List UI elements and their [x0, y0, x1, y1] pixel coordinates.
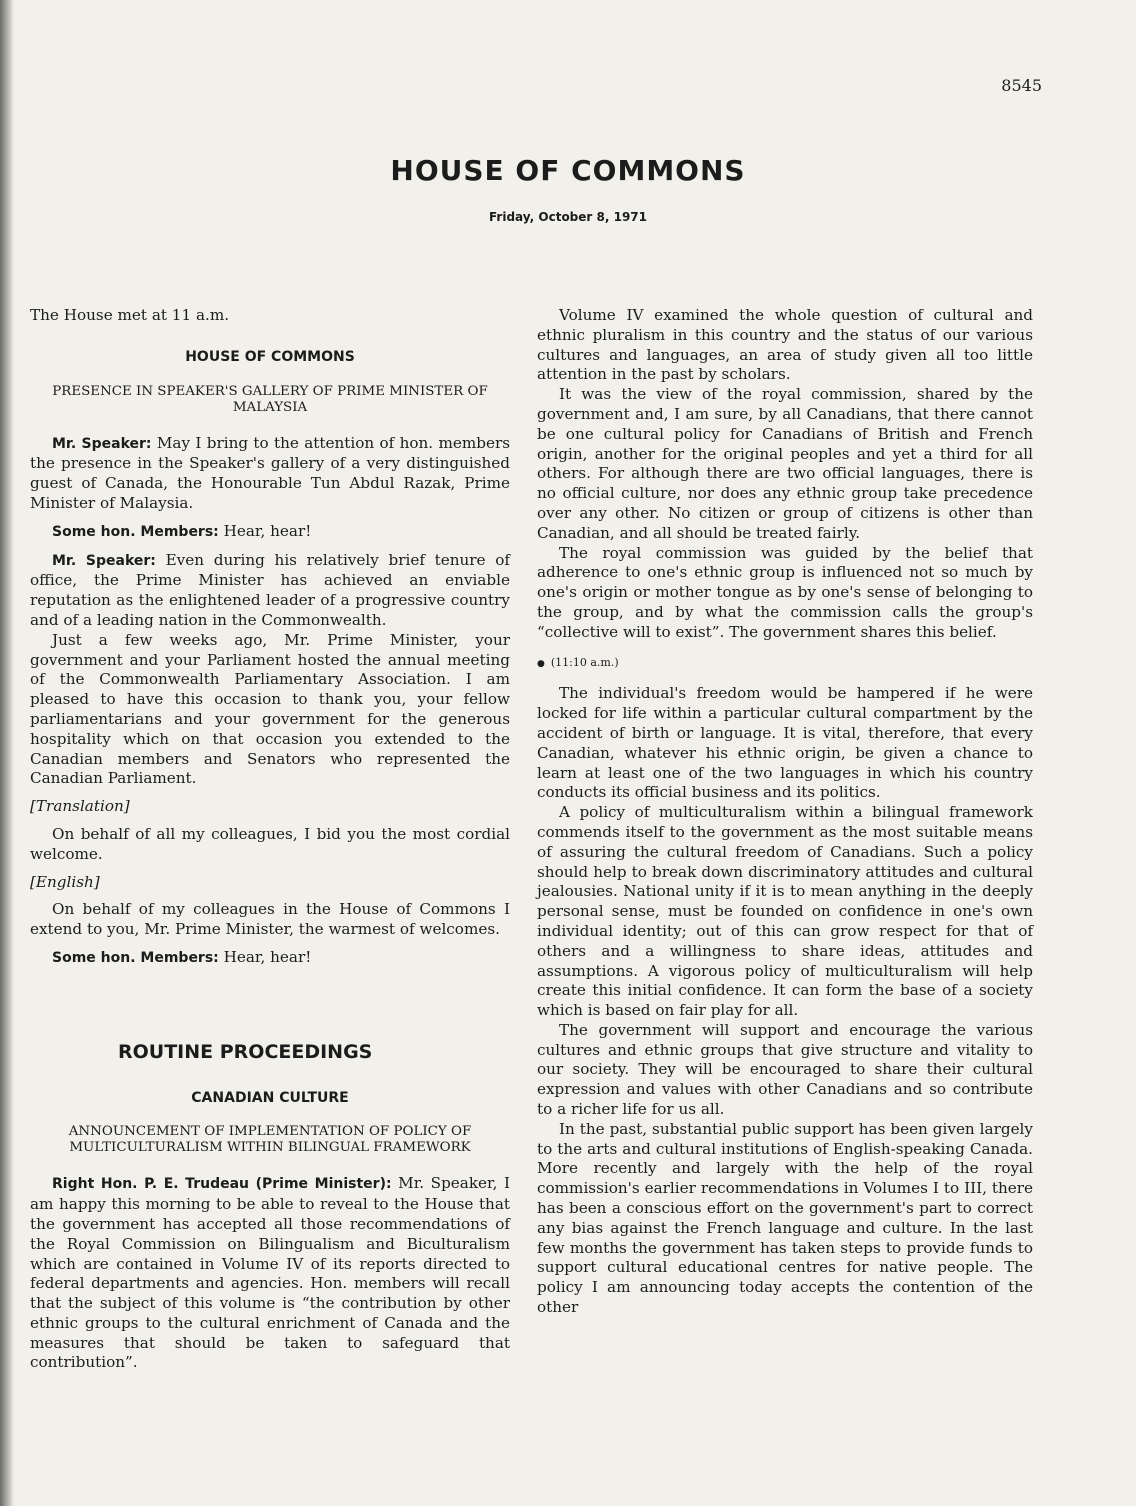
paragraph: Mr. Speaker: Even during his relatively brief tenure of office, the Prime Minister has achieved an enviable reputation as the enlightened leader of a progressive country and of a leading nation in the Commonwealth. — [30, 550, 511, 629]
paragraph: The individual's freedom would be hampered if he were locked for life within a particular cultural compartment by the accident of birth or language. It is vital, therefore, that every Canadian, whatever his ethnic origin, be given a chance to learn at least one of the two languages in which his country conducts its official business and its politics. — [537, 684, 1033, 802]
paragraph: Mr. Speaker: May I bring to the attention of hon. members the presence in the Speaker's gallery of a very distinguished guest of Canada, the Honourable Tun Abdul Razak, Prime Minister of Malaysia. — [30, 433, 511, 512]
right-column — [537, 306, 1033, 1318]
speaker-name: Mr. Speaker: — [52, 435, 152, 452]
speaker-name: Mr. Speaker: — [52, 552, 156, 569]
book-spine-shadow — [0, 0, 14, 1506]
paragraph: Some hon. Members: Hear, hear! — [52, 521, 312, 540]
paragraph: In the past, substantial public support has been given largely to the arts and cultural institutions of English-speaking Canada. More recently and largely with the help of the royal commission's earlier recommendations in Volumes I to III, there has been a conscious effort on the government's part to correct any bias against the French language and culture. In the last few months the government has taken steps to provide funds to support cultural educational centres for native people. The policy I am announcing today accepts the contention of the other — [537, 1119, 1033, 1317]
section-subheading-announcement: ANNOUNCEMENT OF IMPLEMENTATION OF POLICY OF MULTICULTURALISM WITHIN BILINGUAL FRAMEWORK — [68, 1124, 472, 1156]
paragraph: Right Hon. P. E. Trudeau (Prime Minister): Mr. Speaker, I am happy this morning to be able to reveal to the House that the government has accepted all those recommendations of the Royal Commission on Bilingualism and Biculturalism which are contained in Volume IV of its reports directed to federal departments and agencies. Hon. members will recall that the subject of this volume is “the contribution by other ethnic groups to the cultural enrichment of Canada and the measures that should be taken to safeguard that contribution”. — [30, 1174, 511, 1372]
speaker-name: Right Hon. P. E. Trudeau (Prime Minister): — [52, 1176, 392, 1193]
language-marker: [English] — [30, 872, 100, 891]
speaker-name: Some hon. Members: — [52, 949, 219, 966]
section-subheading-presence: PRESENCE IN SPEAKER'S GALLERY OF PRIME MINISTER OF MALAYSIA — [52, 383, 488, 415]
section-heading-routine: ROUTINE PROCEEDINGS — [118, 1040, 373, 1063]
section-heading-culture: CANADIAN CULTURE — [191, 1089, 349, 1106]
sitting-date: Friday, October 8, 1971 — [488, 210, 647, 224]
paragraph: The government will support and encourage the various cultures and ethnic groups that give structure and vitality to our society. They will be encouraged to share their cultural expression and values with other Canadians and so contribute to a richer life for us all. — [537, 1020, 1033, 1119]
opening-line: The House met at 11 a.m. — [30, 306, 230, 324]
paragraph: Some hon. Members: Hear, hear! — [52, 947, 312, 966]
paragraph: Just a few weeks ago, Mr. Prime Minister, your government and your Parliament hosted the annual meeting of the Commonwealth Parliamentary Association. I am pleased to have this occasion to thank you, your fellow parliamentarians and your government for the generous hospitality which on that occasion you extended to the Canadian members and Senators who represented the Canadian Parliament. — [30, 630, 510, 788]
paragraph: On behalf of my colleagues in the House of Commons I extend to you, Mr. Prime Minister, the warmest of welcomes. — [30, 900, 510, 939]
paragraph: On behalf of all my colleagues, I bid you the most cordial welcome. — [30, 824, 510, 863]
paragraph: It was the view of the royal commission, shared by the government and, I am sure, by all Canadians, that there cannot be one cultural policy for Canadians of British and French origin, another for the original peoples and yet a third for all others. For although there are two official languages, there is no official culture, nor does any ethnic group take precedence over any other. No citizen or group of citizens is other than Canadian, and all should be treated fairly. — [537, 385, 1033, 542]
page-number: 8545 — [1001, 76, 1042, 95]
paragraph: The royal commission was guided by the belief that adherence to one's ethnic group is influenced not so much by one's origin or mother tongue as by one's sense of belonging to the group, and by what the commission calls the group's “collective will to exist”. The government shares this belief. — [537, 543, 1033, 641]
timestamp-marker: ● (11:10 a.m.) — [537, 655, 619, 669]
section-heading-house: HOUSE OF COMMONS — [185, 348, 355, 365]
bullet-icon: ● — [537, 658, 545, 669]
paragraph: A policy of multiculturalism within a bilingual framework commends itself to the government as the most suitable means of assuring the cultural freedom of Canadians. Such a policy should help to break down discriminatory attitudes and cultural jealousies. National unity if it is to mean anything in the deeply personal sense, must be founded on confidence in one's own individual identity; out of this can grow respect for that of others and a willingness to share ideas, attitudes and assumptions. A vigorous policy of multiculturalism will help create this initial confidence. It can form the base of a society which is based on fair play for all. — [537, 803, 1033, 1020]
paragraph: Volume IV examined the whole question of cultural and ethnic pluralism in this country and the status of our various cultures and languages, an area of study given all too little attention in the past by scholars. — [537, 306, 1033, 384]
language-marker: [Translation] — [30, 797, 130, 816]
left-column — [30, 306, 510, 1373]
page-title: HOUSE OF COMMONS — [390, 154, 746, 187]
speaker-name: Some hon. Members: — [52, 523, 219, 540]
